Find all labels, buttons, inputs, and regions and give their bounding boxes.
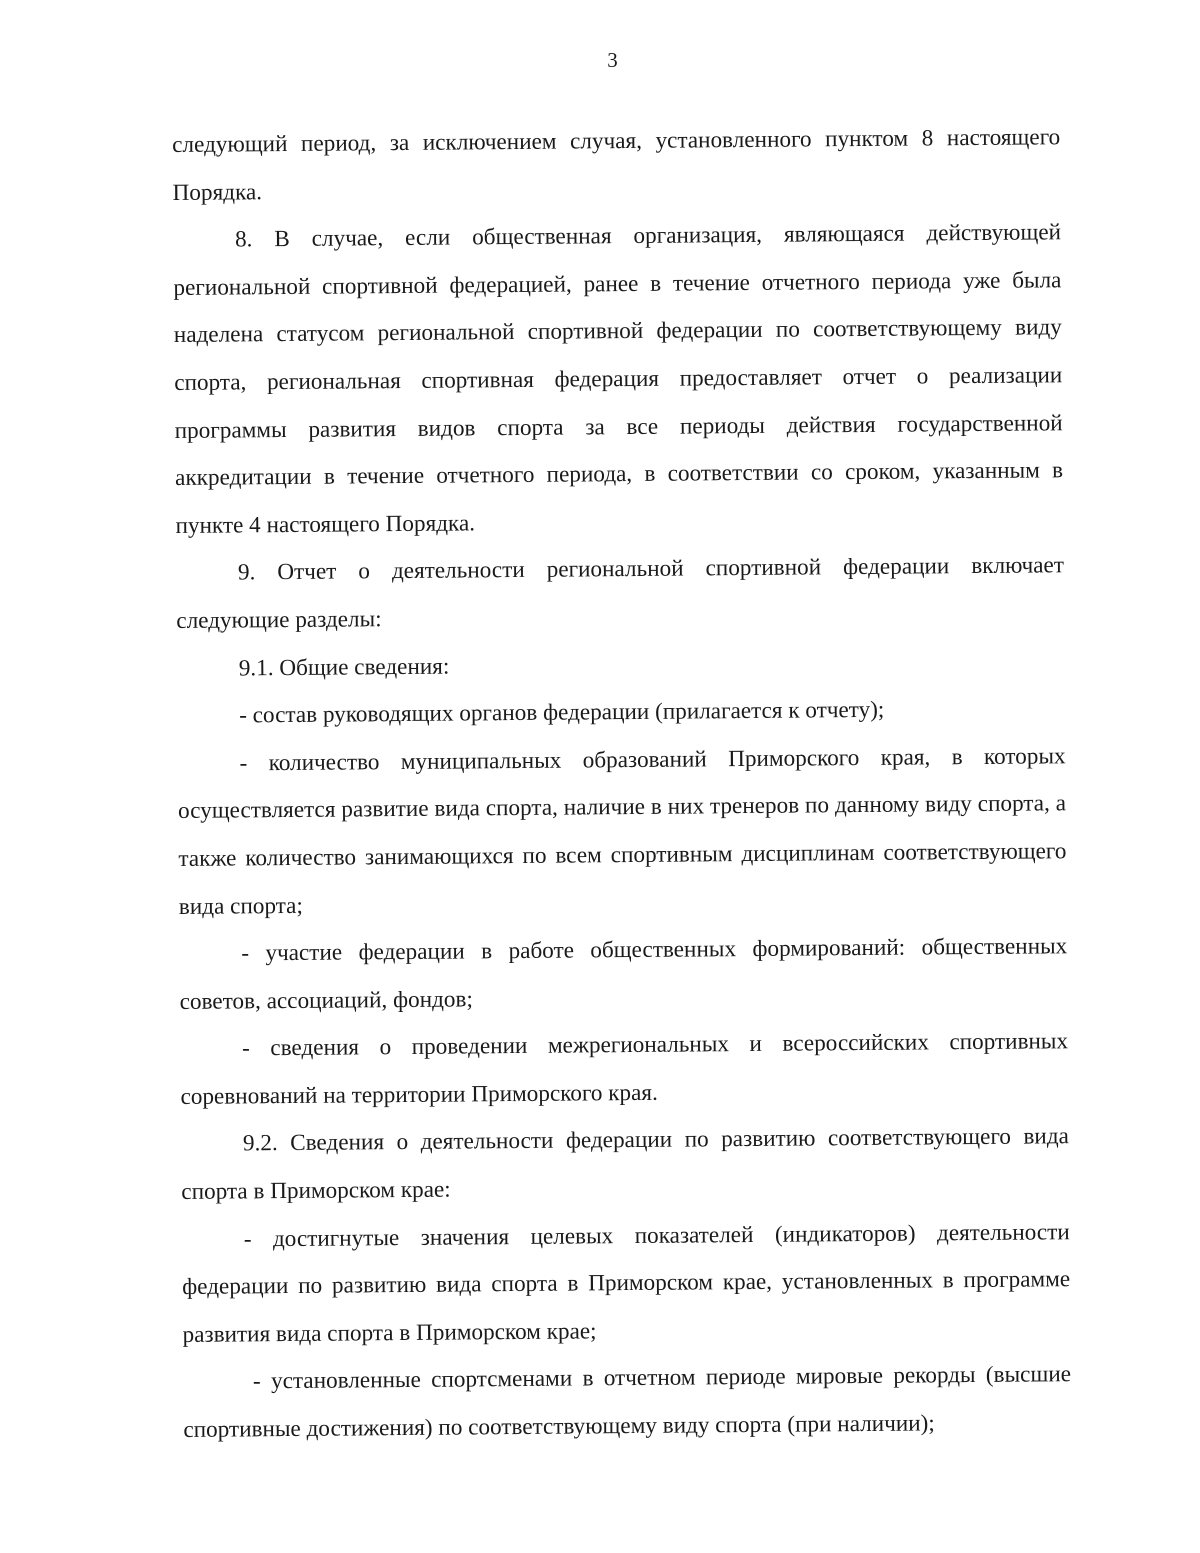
list-item: - сведения о проведении межрегиональных и всероссийских спортивных соревнований на территории Приморского края.: [180, 1028, 1069, 1110]
list-item: - состав руководящих органов федерации (прилагается к отчету);: [239, 696, 885, 729]
list-item: - количество муниципальных образований Приморского края, в которых осуществляется развитие вида спорта, наличие в них тренеров по данному виду спорта, а также количество занимающихся по всем спортивным дисциплинам соответствующего вида спорта;: [177, 742, 1067, 920]
list-item: - установленные спортсменами в отчетном периоде мировые рекорды (высшие спортивные достижения) по соответствующему виду спорта (при наличии);: [183, 1361, 1072, 1443]
paragraph-item-9-2: 9.2. Сведения о деятельности федерации по развитию соответствующего вида спорта в Приморском крае:: [181, 1123, 1070, 1206]
list-item: - достигнутые значения целевых показателей (индикаторов) деятельности федерации по развитию вида спорта в Приморском крае, установленных в программе развития вида спорта в Приморском крае;: [182, 1218, 1071, 1348]
list-item: - участие федерации в работе общественных формирований: общественных советов, ассоциаций, фондов;: [179, 933, 1068, 1015]
paragraph-item-9-1: 9.1. Общие сведения:: [238, 653, 450, 681]
paragraph-continuation: следующий период, за исключением случая, установленного пунктом 8 настоящего Порядка.: [172, 124, 1061, 206]
document-body: [172, 114, 1072, 1454]
page-number: 3: [607, 48, 618, 72]
paragraph-item-8: 8. В случае, если общественная организация, являющаяся действующей региональной спортивной федерацией, ранее в течение отчетного периода уже была наделена статусом региональной спортивной федерации по соответствующему виду спорта, региональная спортивная федерация предоставляет отчет о реализации программы развития видов спорта за все периоды действия государственной аккредитации в течение отчетного периода, в соответствии со сроком, указанным в пункте 4 настоящего Порядка.: [173, 219, 1064, 539]
paragraph-item-9: 9. Отчет о деятельности региональной спортивной федерации включает следующие разделы:: [176, 552, 1065, 634]
